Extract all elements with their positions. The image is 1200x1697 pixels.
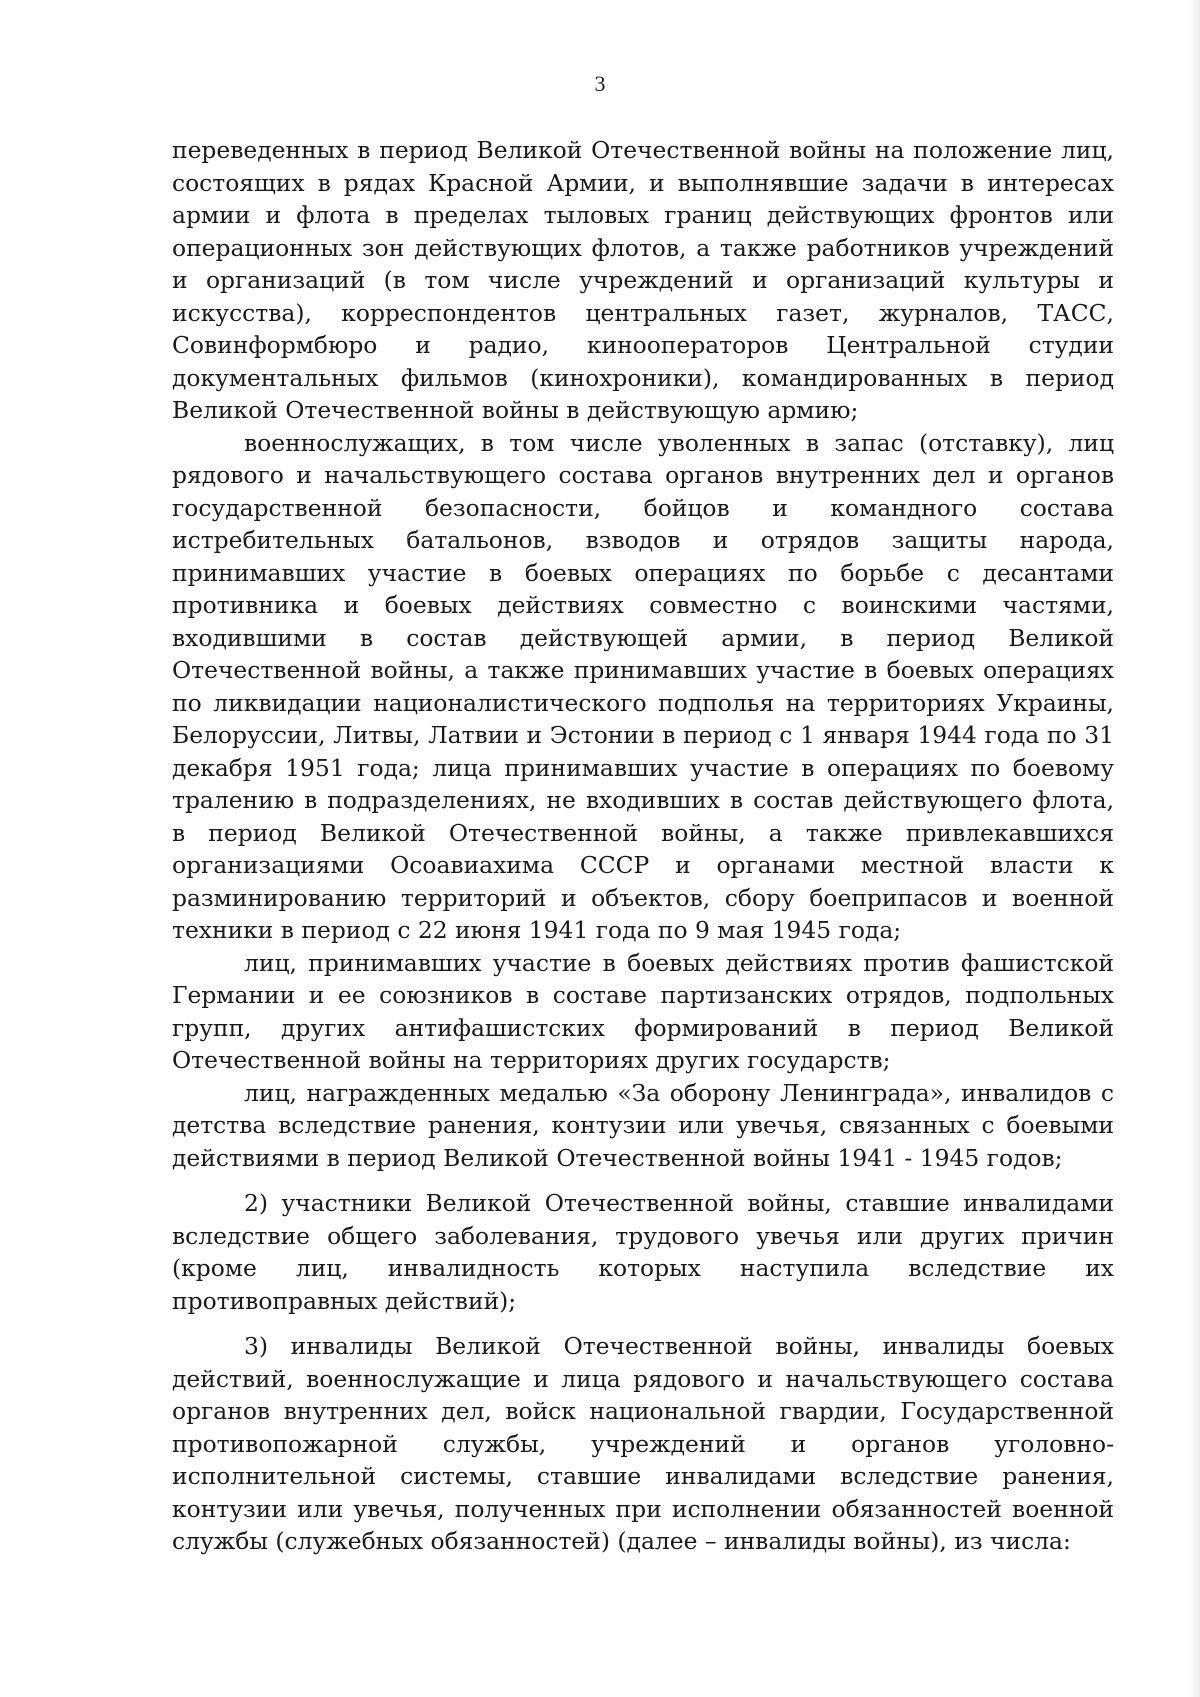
document-body: [172, 134, 1114, 1558]
list-item-2: 2) участники Великой Отечественной войны, ставшие инвалидами вследствие общего заболевания, трудового увечья или других причин (кроме лиц, инвалидность которых наступила вследствие их противоправных действий);: [172, 1189, 1114, 1315]
page-number: 3: [594, 71, 606, 96]
list-item-3: 3) инвалиды Великой Отечественной войны, инвалиды боевых действий, военнослужащие и лица рядового и начальствующего состава органов внутренних дел, войск национальной гвардии, Государственной противопожарной службы, учреждений и органов уголовно-исполнительной системы, ставшие инвалидами вследствие ранения, контузии или увечья, полученных при исполнении обязанностей военной службы (служебных обязанностей) (далее – инвалиды войны), из числа:: [172, 1332, 1114, 1555]
paragraph-leningrad-medal: лиц, награжденных медалью «За оборону Ленинграда», инвалидов с детства вследствие ранения, контузии или увечья, связанных с боевыми действиями в период Великой Отечественной войны 1941 - 1945 годов;: [172, 1078, 1114, 1172]
paragraph-military-servicemen: военнослужащих, в том числе уволенных в запас (отставку), лиц рядового и начальствующего состава органов внутренних дел и органов государственной безопасности, бойцов и командного состава истребительных батальонов, взводов и отрядов защиты народа, принимавших участие в боевых операциях по борьбе с десантами противника и боевых действиях совместно с воинскими частями, входившими в состав действующей армии, в период Великой Отечественной войны, а также принимавших участие в боевых операциях по ликвидации националистического подполья на территориях Украины, Белоруссии, Литвы, Латвии и Эстонии в период с 1 января 1944 года по 31 декабря 1951 года; лица принимавших участие в операциях по боевому тралению в подразделениях, не входивших в состав действующего флота, в период Великой Отечественной войны, а также привлекавшихся организациями Осоавиахима СССР и органами местной власти к разминированию территорий и объектов, сбору боеприпасов и военной техники в период с 22 июня 1941 года по 9 мая 1945 года;: [172, 428, 1114, 944]
paragraph-partisans: лиц, принимавших участие в боевых действиях против фашистской Германии и ее союзников в составе партизанских отрядов, подпольных групп, других антифашистских формирований в период Великой Отечественной войны на территориях других государств;: [172, 948, 1114, 1074]
page-edge-shadow: [1188, 0, 1200, 1697]
paragraph-continuation: переведенных в период Великой Отечественной войны на положение лиц, состоящих в рядах Красной Армии, и выполнявшие задачи в интересах армии и флота в пределах тыловых границ действующих фронтов или операционных зон действующих флотов, а также работников учреждений и организаций (в том числе учреждений и организаций культуры и искусства), корреспондентов центральных газет, журналов, ТАСС, Совинформбюро и радио, кинооператоров Центральной студии документальных фильмов (кинохроники), командированных в период Великой Отечественной войны в действующую армию;: [172, 136, 1114, 424]
